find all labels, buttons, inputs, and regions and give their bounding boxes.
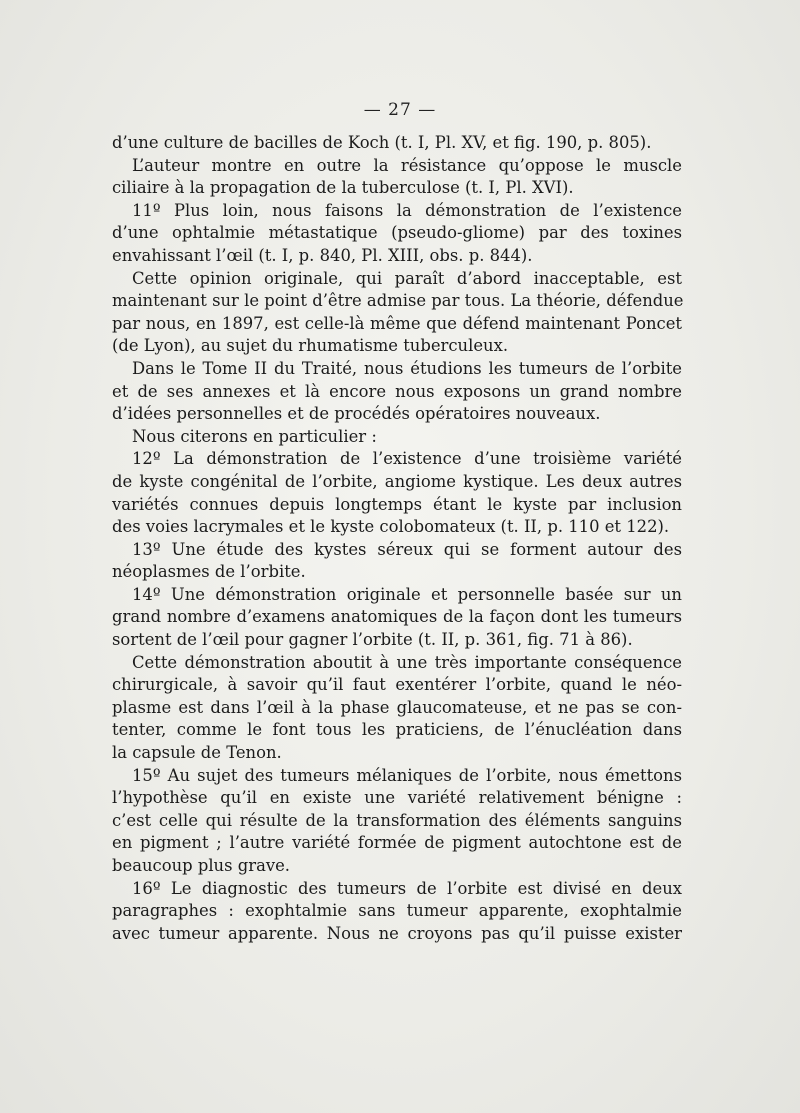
text-line: sortent de l’œil pour gagner l’orbite (t. II, p. 361, fig. 71 à 86). <box>112 630 633 650</box>
text-line: l’hypothèse qu’il en existe une variété relativement bénigne : <box>112 788 682 808</box>
text-line: ciliaire à la propagation de la tuberculose (t. I, Pl. XVI). <box>112 178 574 198</box>
text-line: beaucoup plus grave. <box>112 856 291 875</box>
body-text <box>112 132 682 945</box>
text-line: plasme est dans l’œil à la phase glaucomateuse, et ne pas se con- <box>112 697 682 717</box>
text-line: envahissant l’œil (t. I, p. 840, Pl. XIII, obs. p. 844). <box>112 245 533 265</box>
text-line: L’auteur montre en outre la résistance qu’oppose le muscle <box>132 155 682 175</box>
text-line: 14º Une démonstration originale et personnelle basée sur un <box>132 584 682 604</box>
text-line: et de ses annexes et là encore nous exposons un grand nombre <box>112 381 682 401</box>
text-line: maintenant sur le point d’être admise par tous. La théorie, défendue <box>112 291 684 311</box>
text-line: d’une culture de bacilles de Koch (t. I, Pl. XV, et fig. 190, p. 805). <box>112 133 652 152</box>
text-line: (de Lyon), au sujet du rhumatisme tuberculeux. <box>112 336 509 356</box>
text-line: 12º La démonstration de l’existence d’une troisième variété <box>132 449 682 469</box>
text-line: par nous, en 1897, est celle-là même que défend maintenant Poncet <box>112 313 682 333</box>
text-line: variétés connues depuis longtemps étant le kyste par inclusion <box>112 494 682 514</box>
text-line: d’une ophtalmie métastatique (pseudo-gliome) par des toxines <box>112 223 682 243</box>
text-line: paragraphes : exophtalmie sans tumeur apparente, exophtalmie <box>112 901 682 921</box>
text-line: néoplasmes de l’orbite. <box>112 562 306 582</box>
text-line: la capsule de Tenon. <box>112 743 282 763</box>
text-line: en pigment ; l’autre variété formée de pigment autochtone est de <box>112 833 682 853</box>
text-line: Nous citerons en particulier : <box>132 426 377 446</box>
text-line: tenter, comme le font tous les praticiens, de l’énucléation dans <box>112 720 682 740</box>
text-line: 15º Au sujet des tumeurs mélaniques de l’orbite, nous émettons <box>132 765 682 785</box>
text-line: Dans le Tome II du Traité, nous étudions les tumeurs de l’orbite <box>132 358 682 378</box>
text-line: 11º Plus loin, nous faisons la démonstration de l’existence <box>132 200 682 220</box>
text-line: des voies lacrymales et le kyste colobomateux (t. II, p. 110 et 122). <box>112 517 670 537</box>
text-line: Cette opinion originale, qui paraît d’abord inacceptable, est <box>132 268 682 288</box>
text-line: chirurgicale, à savoir qu’il faut exentérer l’orbite, quand le néo- <box>112 675 682 695</box>
text-line: d’idées personnelles et de procédés opératoires nouveaux. <box>112 404 601 424</box>
text-line: 13º Une étude des kystes séreux qui se forment autour des <box>132 539 682 559</box>
text-line: avec tumeur apparente. Nous ne croyons pas qu’il puisse exister <box>112 923 682 943</box>
text-line: grand nombre d’examens anatomiques de la façon dont les tumeurs <box>112 607 682 627</box>
text-line: 16º Le diagnostic des tumeurs de l’orbite est divisé en deux <box>132 878 682 898</box>
page-number: — 27 — <box>363 100 437 120</box>
text-line: Cette démonstration aboutit à une très importante conséquence <box>132 652 682 672</box>
text-line: de kyste congénital de l’orbite, angiome kystique. Les deux autres <box>112 471 682 491</box>
text-line: c’est celle qui résulte de la transformation des éléments sanguins <box>112 810 682 830</box>
